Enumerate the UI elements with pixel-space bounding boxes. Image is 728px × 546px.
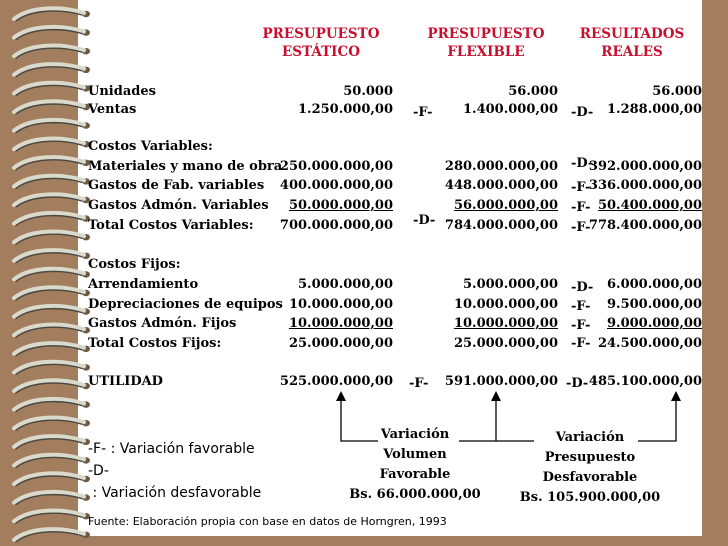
volume-variance-title: Variación <box>380 427 450 442</box>
header-actual-line2: REALES <box>601 44 663 60</box>
flexible-value: 591.000.000,00 <box>444 374 558 389</box>
static-value: 400.000.000,00 <box>279 178 393 193</box>
volume-variance-amount: Bs. 66.000.000,00 <box>349 487 481 502</box>
flexible-value: 56.000.000,00 <box>453 198 558 213</box>
flexible-value: 5.000.000,00 <box>463 277 558 292</box>
row-label: Depreciaciones de equipos <box>88 297 283 312</box>
flexible-value: 10.000.000,00 <box>453 316 558 331</box>
budget-variance-title: Variación <box>555 430 625 445</box>
actual-value: 24.500.000,00 <box>597 336 702 351</box>
variance-marker: -F- <box>571 180 591 195</box>
row-label: Gastos de Fab. variables <box>88 178 265 193</box>
row-label: Ventas <box>88 102 137 117</box>
static-value: 50.000.000,00 <box>288 198 393 213</box>
arrow-up-static <box>336 391 346 401</box>
legend-favorable: -F- : Variación favorable <box>88 441 255 457</box>
budget-variance-title2: Presupuesto <box>544 450 636 465</box>
row-label: Gastos Admón. Variables <box>88 198 269 213</box>
row-label: Unidades <box>88 84 156 99</box>
section-label: Costos Variables: <box>88 139 213 154</box>
header-static-line1: PRESUPUESTO <box>262 26 380 42</box>
legend-unfavorable-code: -D- <box>88 463 109 479</box>
row-label: Total Costos Variables: <box>88 218 254 233</box>
actual-value: 392.000.000,00 <box>588 159 702 174</box>
actual-value: 6.000.000,00 <box>607 277 702 292</box>
static-value: 10.000.000,00 <box>288 297 393 312</box>
row-label: Gastos Admón. Fijos <box>88 316 237 331</box>
variance-marker: -F- <box>571 200 591 215</box>
variance-marker: -F- <box>413 105 433 120</box>
section-label: Costos Fijos: <box>88 257 181 272</box>
variance-marker: -F- <box>571 336 591 351</box>
static-value: 50.000 <box>343 84 393 99</box>
variance-marker: -D- <box>571 156 594 171</box>
budget-variance-status: Desfavorable <box>542 470 638 485</box>
budget-variance-block <box>515 428 665 508</box>
arrow-up-actual <box>671 391 681 401</box>
legend-unfavorable: : Variación desfavorable <box>88 485 262 501</box>
flexible-value: 56.000 <box>508 84 558 99</box>
flexible-value: 25.000.000,00 <box>453 336 558 351</box>
volume-variance-title2: Volumen <box>383 447 447 462</box>
budget-variance-amount: Bs. 105.900.000,00 <box>519 490 661 505</box>
static-value: 5.000.000,00 <box>298 277 393 292</box>
actual-value: 485.100.000,00 <box>588 374 702 389</box>
flexible-value: 784.000.000,00 <box>444 218 558 233</box>
flexible-value: 448.000.000,00 <box>444 178 558 193</box>
header-flexible-line1: PRESUPUESTO <box>427 26 545 42</box>
row-label: Materiales y mano de obra <box>88 159 283 174</box>
actual-value: 56.000 <box>652 84 702 99</box>
variance-marker: -D- <box>571 105 594 120</box>
variance-marker: -F- <box>571 299 591 314</box>
header-flexible-line2: FLEXIBLE <box>447 44 525 60</box>
row-label: UTILIDAD <box>88 374 163 389</box>
static-value: 25.000.000,00 <box>288 336 393 351</box>
row-label: Total Costos Fijos: <box>88 336 222 351</box>
variance-marker: -D- <box>413 213 436 228</box>
volume-variance-block <box>340 425 490 505</box>
static-value: 525.000.000,00 <box>279 374 393 389</box>
static-value: 250.000.000,00 <box>279 159 393 174</box>
flexible-value: 10.000.000,00 <box>453 297 558 312</box>
source-note: Fuente: Elaboración propia con base en datos de Horngren, 1993 <box>88 515 447 528</box>
actual-value: 9.000.000,00 <box>607 316 702 331</box>
flexible-value: 280.000.000,00 <box>444 159 558 174</box>
variance-marker: -D- <box>566 376 589 391</box>
volume-variance-status: Favorable <box>379 467 451 482</box>
variance-marker: -F- <box>409 376 429 391</box>
arrow-up-flexible <box>491 391 501 401</box>
static-value: 10.000.000,00 <box>288 316 393 331</box>
header-actual-line1: RESULTADOS <box>579 26 685 42</box>
actual-value: 336.000.000,00 <box>588 178 702 193</box>
static-value: 700.000.000,00 <box>279 218 393 233</box>
actual-value: 50.400.000,00 <box>597 198 702 213</box>
static-value: 1.250.000,00 <box>298 102 393 117</box>
actual-value: 1.288.000,00 <box>607 102 702 117</box>
header-static-line2: ESTÁTICO <box>282 44 360 60</box>
variance-marker: -F- <box>571 220 591 235</box>
actual-value: 778.400.000,00 <box>588 218 702 233</box>
variance-marker: -D- <box>571 280 594 295</box>
flexible-value: 1.400.000,00 <box>463 102 558 117</box>
actual-value: 9.500.000,00 <box>607 297 702 312</box>
row-label: Arrendamiento <box>88 277 199 292</box>
variance-marker: -F- <box>571 318 591 333</box>
